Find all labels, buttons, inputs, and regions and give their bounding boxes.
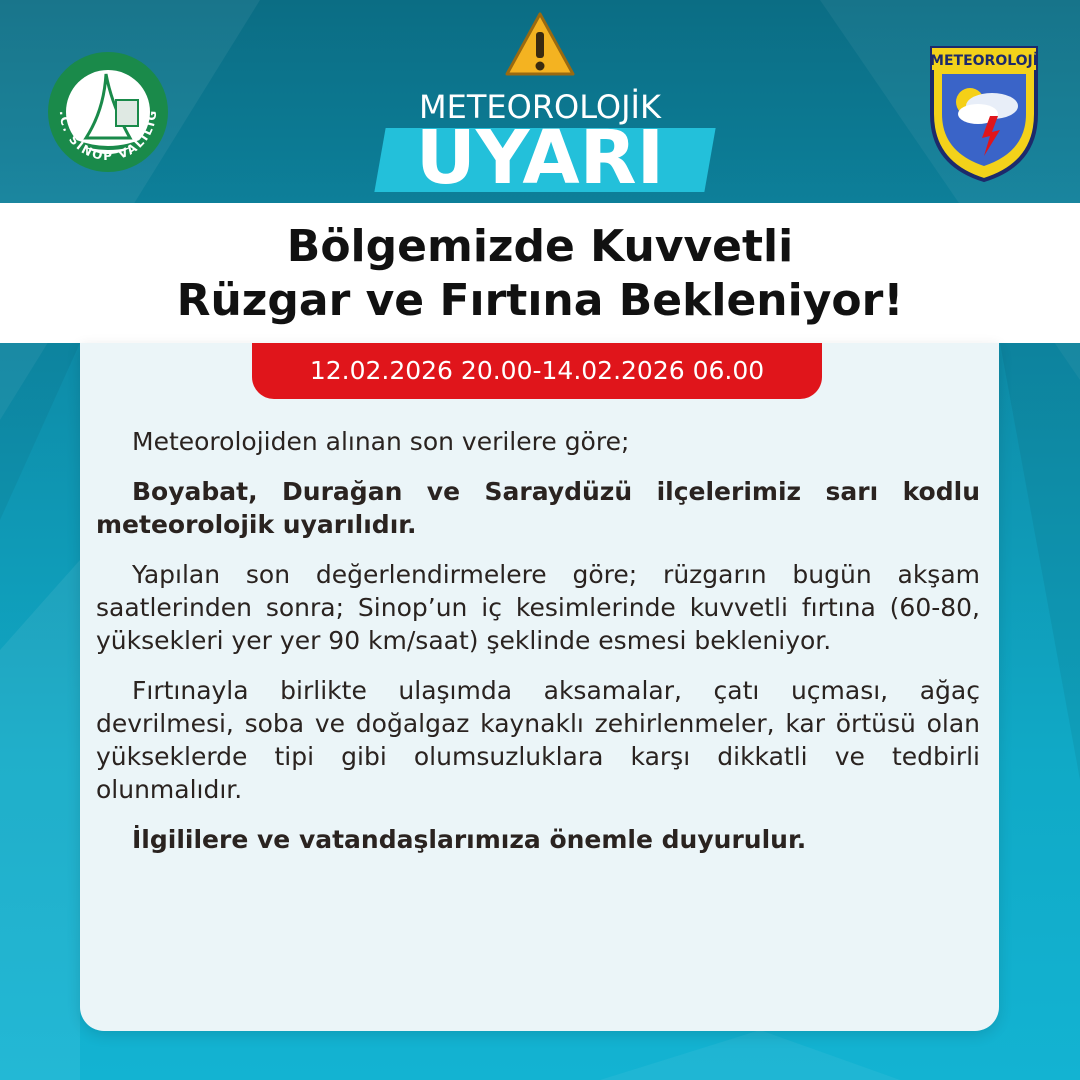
districts-paragraph: Boyabat, Durağan ve Saraydüzü ilçelerimiz sarı kodlu meteorolojik uyarılıdır. xyxy=(96,477,980,539)
intro-paragraph: Meteorolojiden alınan son verilere göre; xyxy=(132,427,630,456)
right-logo-text: METEOROLOJİ xyxy=(930,53,1038,69)
date-range-badge: 12.02.2026 20.00-14.02.2026 06.00 xyxy=(252,343,822,399)
warning-paragraph: Fırtınayla birlikte ulaşımda aksamalar, çatı uçması, ağaç devrilmesi, soba ve doğalgaz kaynaklı zehirlenmeler, kar örtüsü olan yükseklerde tipi gibi olumsuzluklara karşı dikkatli ve tedbirli olunmalıdır. xyxy=(96,676,980,804)
meteoroloji-logo xyxy=(928,44,1040,184)
title-top: METEOROLOJİK xyxy=(419,88,661,126)
headline-line-2: Rüzgar ve Fırtına Bekleniyor! xyxy=(176,275,904,326)
headline xyxy=(0,220,1080,328)
left-logo-text: .C. SİNOP VALİLİĞ xyxy=(56,108,160,164)
announcement-body xyxy=(96,425,980,873)
title-main: UYARI xyxy=(415,115,665,201)
forecast-paragraph: Yapılan son değerlendirmelere göre; rüzgarın bugün akşam saatlerinden sonra; Sinop’un iç kesimlerinde kuvvetli fırtına (60-80, yüksekleri yer yer 90 km/saat) şeklinde esmesi bekleniyor. xyxy=(96,560,980,655)
closing-paragraph: İlgililere ve vatandaşlarımıza önemle duyurulur. xyxy=(132,825,807,854)
warning-triangle-icon xyxy=(503,10,577,80)
headline-line-1: Bölgemizde Kuvvetli xyxy=(286,221,794,272)
